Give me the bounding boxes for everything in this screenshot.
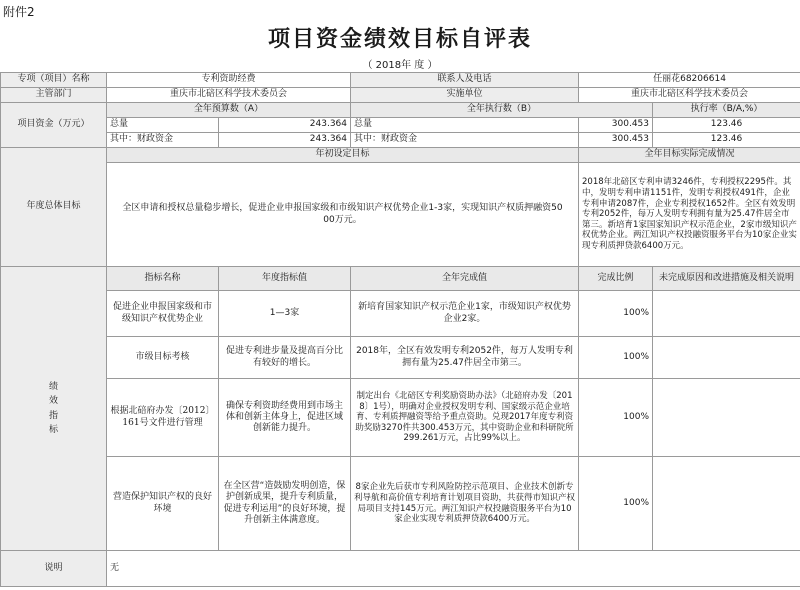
table-row <box>1 291 800 337</box>
fiscal-label: 其中：财政资金 <box>107 133 219 148</box>
budget-header: 全年预算数（A） <box>107 103 351 118</box>
impl-label: 实施单位 <box>351 88 579 103</box>
perf-row-ratio: 100% <box>579 457 653 551</box>
perf-row-ratio: 100% <box>579 291 653 337</box>
funds-label: 项目资金（万元） <box>1 103 107 148</box>
dept-value: 重庆市北碚区科学技术委员会 <box>107 88 351 103</box>
fiscal-exec: 300.453 <box>579 133 653 148</box>
perf-header-target: 年度指标值 <box>219 267 351 291</box>
rate-header: 执行率（B/A,%） <box>653 103 800 118</box>
perf-row-target: 促进专利进步量及提高百分比有较好的增长。 <box>219 337 351 379</box>
annual-set-header: 年初设定目标 <box>107 148 579 163</box>
annual-set-text: 全区申请和授权总量稳步增长，促进企业申报国家级和市级知识产权优势企业1-3家，实现知识产权质押融资5000万元。 <box>107 163 579 267</box>
remark-label: 说明 <box>1 551 107 587</box>
page-title: 项目资金绩效目标自评表 <box>267 27 532 52</box>
row-project <box>1 73 800 88</box>
row-funds-fiscal <box>1 133 800 148</box>
contact-value: 任丽花68206614 <box>579 73 800 88</box>
impl-value: 重庆市北碚区科学技术委员会 <box>579 88 800 103</box>
total-budget: 243.364 <box>219 118 351 133</box>
perf-row-target: 1—3家 <box>219 291 351 337</box>
total-exec: 300.453 <box>579 118 653 133</box>
perf-row-name: 营造保护知识产权的良好环境 <box>107 457 219 551</box>
total-label: 总量 <box>107 118 219 133</box>
row-funds-total <box>1 118 800 133</box>
perf-row-actual: 2018年，全区有效发明专利2052件，每万人发明专利拥有量为25.47件居全市第三。 <box>351 337 579 379</box>
perf-row-name: 市级目标考核 <box>107 337 219 379</box>
table-row <box>1 379 800 457</box>
annual-done-header: 全年目标实际完成情况 <box>579 148 800 163</box>
perf-header-ratio: 完成比例 <box>579 267 653 291</box>
perf-row-target: 在全区营“造鼓励发明创造，保护创新成果，提升专利质量，促进专利运用”的良好环境，提升创新主体满意度。 <box>219 457 351 551</box>
perf-row-actual: 制定出台《北碚区专利奖励资助办法》（北碚府办发〔2018〕1号），明确对企业授权发明专利、国家级示范企业培育、专利质押融资等给予重点资助。兑现2017年度专利资助奖励3270件共300.453万元，其中资助企业和科研院所299.261万元，占比99%以上。 <box>351 379 579 457</box>
fiscal-budget: 243.364 <box>219 133 351 148</box>
perf-row-reason <box>653 291 800 337</box>
dept-label: 主管部门 <box>1 88 107 103</box>
row-perf-header <box>1 267 800 291</box>
table-row <box>1 457 800 551</box>
total-exec-label: 总量 <box>351 118 579 133</box>
perf-header-reason: 未完成原因和改进措施及相关说明 <box>653 267 800 291</box>
table-row <box>1 337 800 379</box>
perf-row-name: 促进企业申报国家级和市级知识产权优势企业 <box>107 291 219 337</box>
total-rate: 123.46 <box>653 118 800 133</box>
project-name-value: 专利资助经费 <box>107 73 351 88</box>
row-annual-header <box>1 148 800 163</box>
project-name-label: 专项（项目）名称 <box>1 73 107 88</box>
annual-label: 年度总体目标 <box>1 148 107 267</box>
perf-header-actual: 全年完成值 <box>351 267 579 291</box>
annual-done-text: 2018年北碚区专利申请3246件，专利授权2295件。其中，发明专利申请1151件，发明专利授权491件，企业专利申请2087件，企业专利授权1652件。全区有效发明专利2052件，每万人发明专利拥有量为25.47件居全市第三。新培育1家国家知识产权示范企业，2家市级知识产权优势企业。两江知识产权投融资服务平台为10家企业实现专利质押贷款6400万元。 <box>579 163 800 267</box>
evaluation-table <box>0 72 800 587</box>
annex-label: 附件2 <box>3 5 35 19</box>
perf-label-text: 绩效指标 <box>48 381 58 435</box>
fiscal-rate: 123.46 <box>653 133 800 148</box>
row-funds-header <box>1 103 800 118</box>
perf-row-reason <box>653 337 800 379</box>
perf-row-actual: 新培育国家知识产权示范企业1家，市级知识产权优势企业2家。 <box>351 291 579 337</box>
row-dept <box>1 88 800 103</box>
perf-row-actual: 8家企业先后获市专利风险防控示范项目、企业技术创新专利导航和高价值专利培育计划项目资助，共获得市知识产权局项目支持145万元。两江知识产权投融资服务平台为10家企业实现专利质押贷款6400万元。 <box>351 457 579 551</box>
row-remark <box>1 551 800 587</box>
perf-row-ratio: 100% <box>579 379 653 457</box>
contact-label: 联系人及电话 <box>351 73 579 88</box>
year-label: （ 2018年 度 ） <box>362 60 438 71</box>
exec-header: 全年执行数（B） <box>351 103 653 118</box>
perf-header-name: 指标名称 <box>107 267 219 291</box>
fiscal-exec-label: 其中：财政资金 <box>351 133 579 148</box>
perf-row-ratio: 100% <box>579 337 653 379</box>
row-annual-content <box>1 163 800 267</box>
perf-row-name: 根据北碚府办发〔2012〕161号文件进行管理 <box>107 379 219 457</box>
perf-row-target: 确保专利资助经费用到市场主体和创新主体身上，促进区域创新能力提升。 <box>219 379 351 457</box>
remark-value: 无 <box>107 551 800 587</box>
perf-row-reason <box>653 379 800 457</box>
perf-row-reason <box>653 457 800 551</box>
perf-label <box>1 267 107 551</box>
